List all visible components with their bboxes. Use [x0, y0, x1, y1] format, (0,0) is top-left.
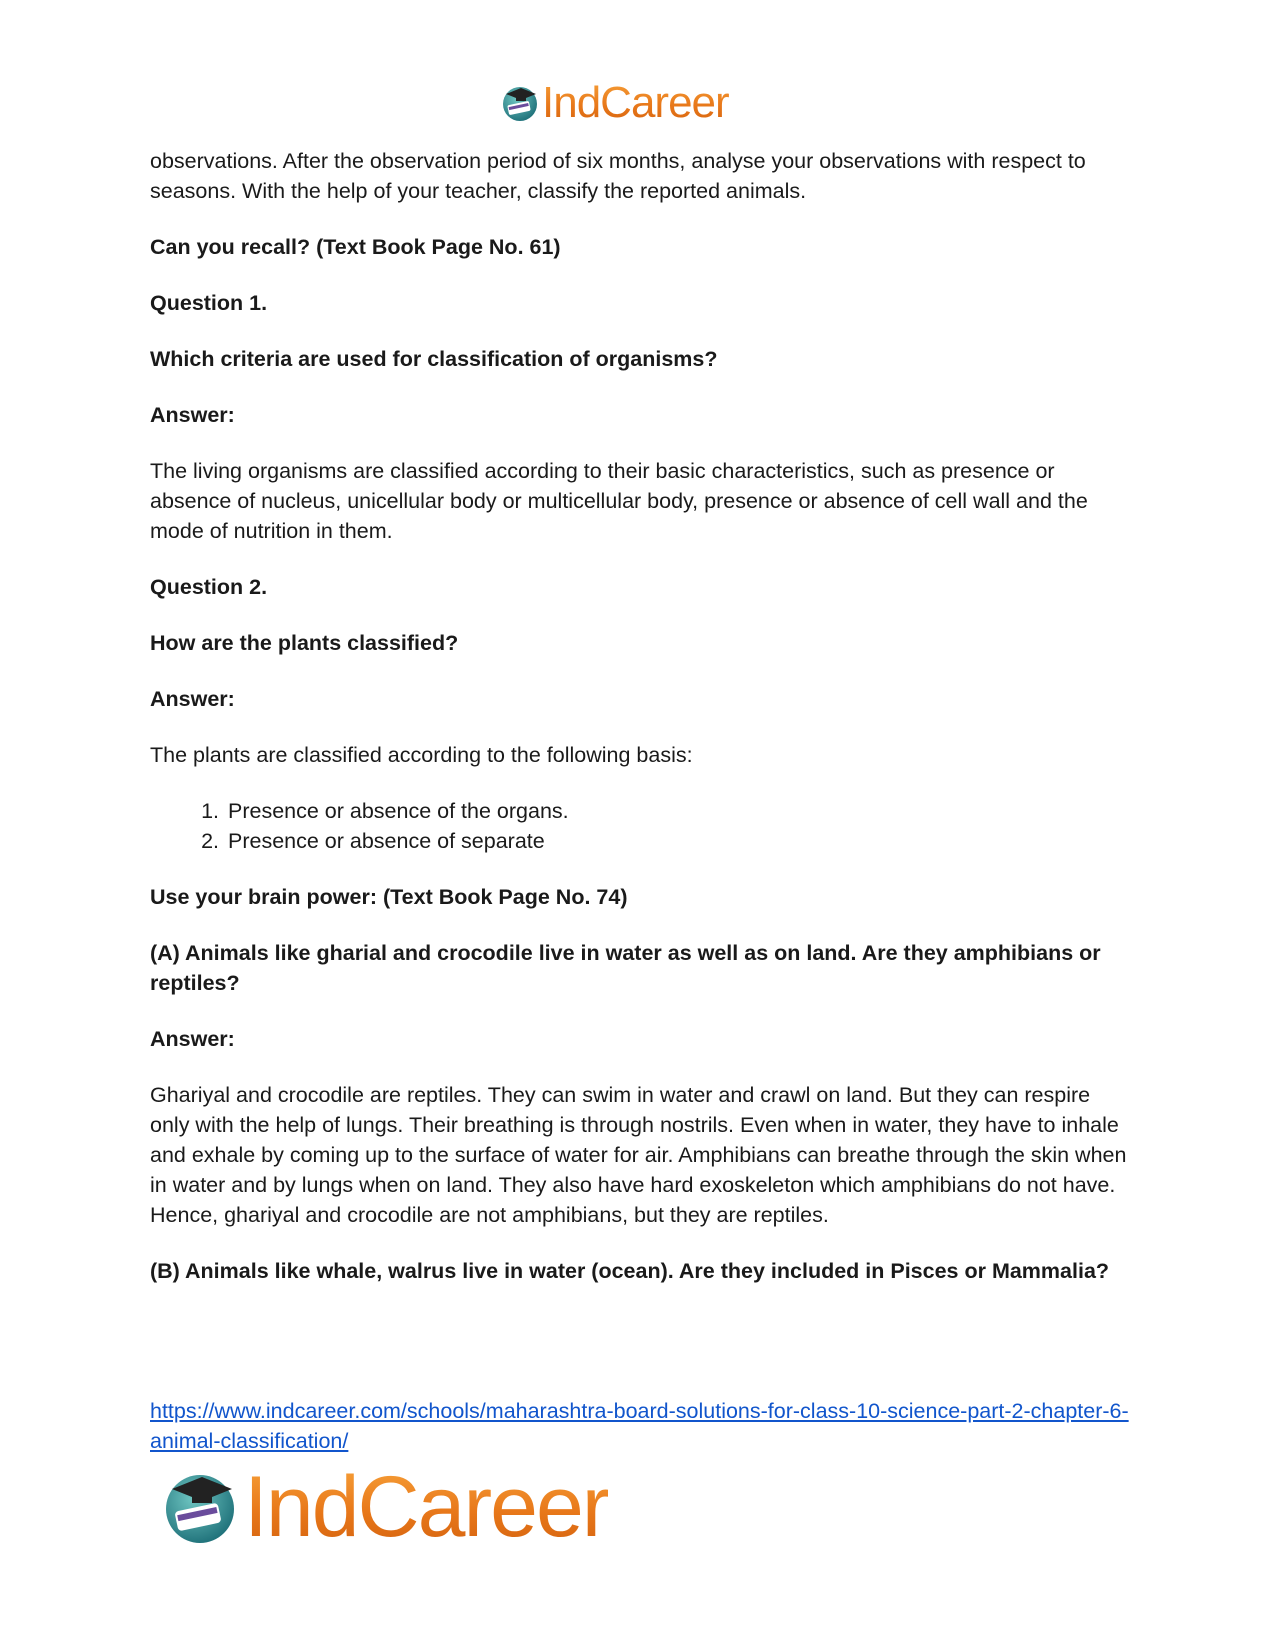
question-1-label: Question 1.	[150, 291, 268, 315]
document-body	[150, 146, 1130, 1312]
question-2-label: Question 2.	[150, 575, 268, 599]
question-b-text: (B) Animals like whale, walrus live in water (ocean). Are they included in Pisces or Mammalia?	[150, 1259, 1110, 1283]
answer-a-text: Ghariyal and crocodile are reptiles. They can swim in water and crawl on land. But they can respire only with the help of lungs. Their breathing is through nostrils. Even when in water, they have to inhale and exhale by coming up to the surface of water for air. Amphibians can breathe through the skin when in water and by lungs when on land. They also have hard exoskeleton which amphibians do not have. Hence, ghariyal and crocodile are not amphibians, but they are reptiles.	[150, 1083, 1127, 1227]
answer-2-text: The plants are classified according to the following basis:	[150, 743, 693, 767]
header-logo-text: IndCareer	[542, 78, 729, 127]
question-2-text: How are the plants classified?	[150, 631, 459, 655]
list-item: 1. Presence or absence of the organs.	[225, 796, 1130, 826]
header-logo	[500, 78, 729, 128]
answer-2-label: Answer:	[150, 687, 235, 711]
section-title-brain-power: Use your brain power: (Text Book Page No. 74)	[150, 885, 628, 909]
source-link[interactable]: https://www.indcareer.com/schools/maharashtra-board-solutions-for-class-10-science-part-2-chapter-6-animal-classification/	[150, 1399, 1129, 1453]
intro-paragraph: observations. After the observation period of six months, analyse your observations with respect to seasons. With the help of your teacher, classify the reported animals.	[150, 149, 1086, 203]
answer-a-label: Answer:	[150, 1027, 235, 1051]
section-title-recall: Can you recall? (Text Book Page No. 61)	[150, 235, 561, 259]
footer-logo	[160, 1459, 609, 1555]
graduation-globe-icon	[160, 1467, 240, 1547]
list-item: 2. Presence or absence of separate	[225, 826, 1130, 856]
graduation-globe-icon	[500, 83, 540, 123]
answer-2-list	[150, 796, 1130, 856]
answer-1-text: The living organisms are classified according to their basic characteristics, such as presence or absence of nucleus, unicellular body or multicellular body, presence or absence of cell wall and the mode of nutrition in them.	[150, 459, 1088, 543]
footer-logo-text: IndCareer	[244, 1459, 609, 1555]
answer-1-label: Answer:	[150, 403, 235, 427]
question-1-text: Which criteria are used for classification of organisms?	[150, 347, 718, 371]
question-a-text: (A) Animals like gharial and crocodile live in water as well as on land. Are they amphibians or reptiles?	[150, 941, 1101, 995]
